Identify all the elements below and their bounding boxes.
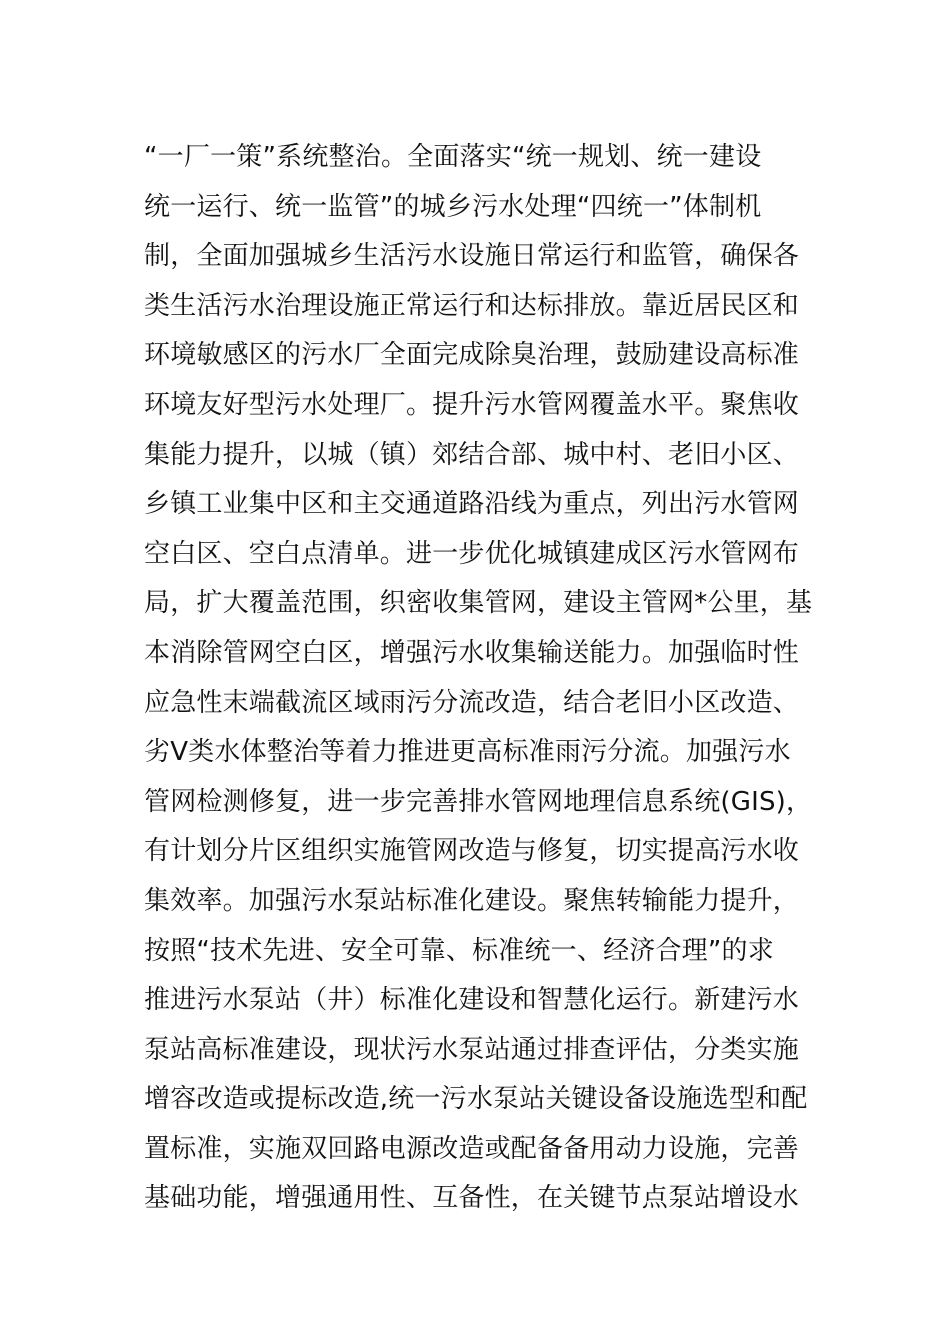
text-line: 管网检测修复，进一步完善排水管网地理信息系统(GIS)， [144, 786, 813, 817]
text-line: 应急性末端截流区域雨污分流改造，结合老旧小区改造、 [144, 687, 800, 718]
text-line: 环境友好型污水处理厂。提升污水管网覆盖水平。聚焦收 [144, 389, 800, 420]
text-line: 集能力提升，以城（镇）郊结合部、城中村、老旧小区、 [144, 439, 800, 470]
text-line: 制，全面加强城乡生活污水设施日常运行和监管，确保各 [144, 241, 800, 272]
text-line: 空白区、空白点清单。进一步优化城镇建成区污水管网布 [144, 538, 800, 569]
text-line: 本消除管网空白区，增强污水收集输送能力。加强临时性 [144, 637, 800, 668]
text-line: 泵站高标准建设，现状污水泵站通过排查评估，分类实施 [144, 1034, 800, 1065]
text-line: 乡镇工业集中区和主交通道路沿线为重点，列出污水管网 [144, 489, 800, 520]
body-text [144, 133, 814, 1224]
text-line: 推进污水泵站（井）标准化建设和智慧化运行。新建污水 [144, 985, 800, 1016]
text-line: 类生活污水治理设施正常运行和达标排放。靠近居民区和 [144, 290, 800, 321]
text-line: 劣Ⅴ类水体整治等着力推进更高标准雨污分流。加强污水 [144, 737, 791, 768]
text-line: 有计划分片区组织实施管网改造与修复，切实提高污水收 [144, 836, 800, 867]
text-line: 统一运行、统一监管”的城乡污水处理“四统一”体制机 [144, 191, 762, 222]
text-line: 基础功能，增强通用性、互备性，在关键节点泵站增设水 [144, 1183, 800, 1214]
text-line: 按照“技术先进、安全可靠、标准统一、经济合理”的求 [144, 935, 774, 966]
text-line: 置标准，实施双回路电源改造或配备备用动力设施，完善 [144, 1133, 800, 1164]
text-line: 集效率。加强污水泵站标准化建设。聚焦转输能力提升， [144, 885, 800, 916]
text-line: “一厂一策”系统整治。全面落实“统一规划、统一建设 [144, 142, 762, 172]
text-line: 局，扩大覆盖范围，织密收集管网，建设主管网*公里，基 [144, 588, 813, 619]
text-line: 环境敏感区的污水厂全面完成除臭治理，鼓励建设高标准 [144, 340, 800, 371]
text-line: 增容改造或提标改造,统一污水泵站关键设备设施选型和配 [144, 1084, 808, 1115]
